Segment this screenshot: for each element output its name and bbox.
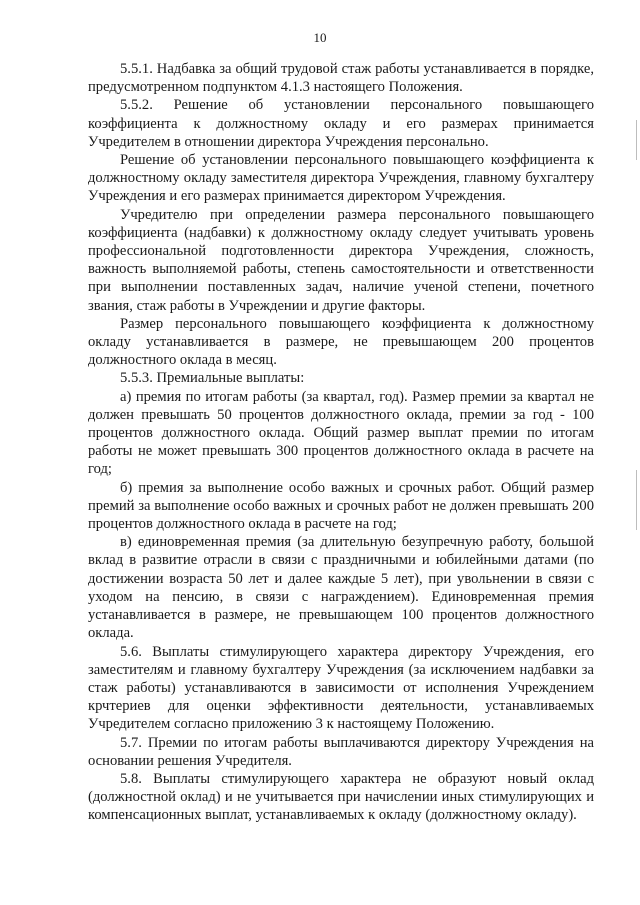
paragraph-5-6: 5.6. Выплаты стимулирующего характера директору Учреждения, его заместителям и главному бухгалтеру Учреждения (за исключением надбавки за стаж работы) устанавливаются в зависимости от исполнения Учреждением крчтериев для оценки эффективности деятельности, устанавливаемых Учредителем согласно приложению 3 к настоящему Положению. xyxy=(88,643,594,733)
paragraph-5-7: 5.7. Премии по итогам работы выплачиваются директору Учреждения на основании решения Учредителя. xyxy=(88,734,594,769)
paragraph-coefficient-criteria: Учредителю при определении размера персонального повышающего коэффициента (надбавки) к должностному окладу следует учитывать уровень профессиональной подготовленности директора Учреждения, сложность, важность выполняемой работы, степень самостоятельности и ответственности при выполнении поставленных задач, наличие ученой степени, почетного звания, стаж работы в Учреждении и другие факторы. xyxy=(88,206,594,314)
paragraph-5-5-3: 5.5.3. Премиальные выплаты: xyxy=(120,370,305,387)
scan-edge-mark xyxy=(636,470,637,530)
scan-edge-mark xyxy=(636,120,637,160)
paragraph-coefficient-limit: Размер персонального повышающего коэффициента к должностному окладу устанавливается в размере, не превышающем 200 процентов должностного оклада в месяц. xyxy=(88,315,594,369)
paragraph-bonus-c: в) единовременная премия (за длительную безупречную работу, большой вклад в развитие отрасли в связи с праздничными и юбилейными датами (по достижении возраста 50 лет и далее каждые 5 лет), при увольнении в связи с уходом на пенсию, в связи с награждением). Единовременная премия устанавливается в размере, не превышающем 100 процентов должностного оклада. xyxy=(88,534,594,642)
paragraph-deputy-coefficient: Решение об установлении персонального повышающего коэффициента к должностному окладу заместителя директора Учреждения, главному бухгалтеру Учреждения и его размерах принимается директором Учреждения. xyxy=(88,152,594,205)
paragraph-bonus-a: а) премия по итогам работы (за квартал, год). Размер премии за квартал не должен превышать 50 процентов должностного оклада, премии за год - 100 процентов должностного оклада. Общий размер выплат премии по итогам работы не может превышать 300 процентов должностного оклада в расчете на год; xyxy=(88,388,594,478)
paragraph-5-8: 5.8. Выплаты стимулирующего характера не образуют новый оклад (должностной оклад) и не учитывается при начислении иных стимулирующих и компенсационных выплат, устанавливаемых к окладу (должностному окладу). xyxy=(88,770,594,824)
document-body xyxy=(88,60,594,825)
paragraph-5-5-1: 5.5.1. Надбавка за общий трудовой стаж работы устанавливается в порядке, предусмотренном подпунктом 4.1.3 настоящего Положения. xyxy=(88,61,594,96)
page-number: 10 xyxy=(313,30,327,45)
paragraph-bonus-b: б) премия за выполнение особо важных и срочных работ. Общий размер премий за выполнение особо важных и срочных работ не должен превышать 200 процентов должностного оклада в расчете на год; xyxy=(88,479,594,533)
paragraph-5-5-2: 5.5.2. Решение об установлении персонального повышающего коэффициента к должностному окладу и его размерах принимается Учредителем в отношении директора Учреждения персонально. xyxy=(88,97,594,150)
